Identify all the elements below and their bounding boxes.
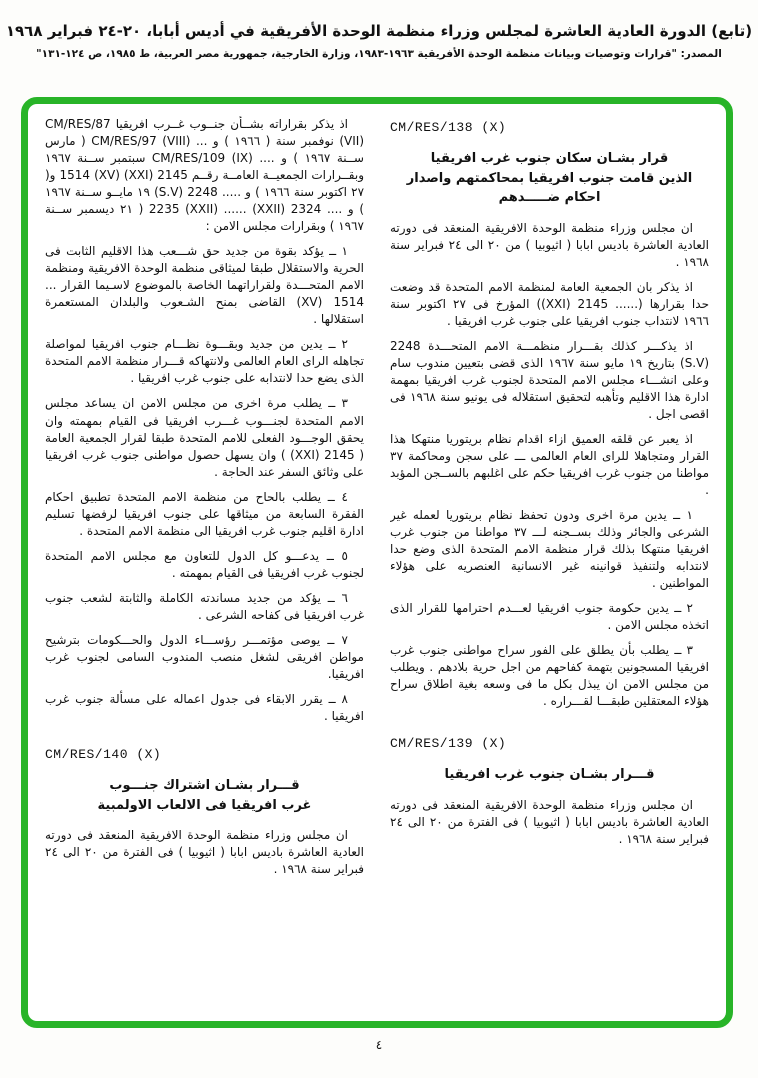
- resolution-138-paragraph: ان مجلس وزراء منظمة الوحدة الافريقية المنعقد فى دورته العادية العاشرة باديس ابابا ( اثيوبيا ) من ٢٠ الى ٢٤ فبراير سنة ١٩٦٨ .: [390, 220, 709, 269]
- resolution-138-title-line3: احكام ضـــــدهم: [498, 190, 601, 205]
- left-column: [45, 116, 364, 1009]
- numbered-clause-2: ٢ ــ يدين من جديد وبقـــوة نظـــام جنوب افريقيا لمواصلة تجاهله الراى العام العالمى ولانتهاكه قـــرار منظمة الامم المتحدة الذى يضع حدا لانتدابه على جنوب غرب افريقيا .: [45, 337, 364, 386]
- resolution-138-paragraph: اذ يذكر بان الجمعية العامة لمنظمة الامم المتحدة قد وضعت حدا بقرارها (...... 2145 (XXI)) المؤرخ فى ٢٧ اكتوبر سنة ١٩٦٦ لانتداب جنوب افريقيا على جنوب غرب افريقيا .: [390, 279, 709, 328]
- resolution-138-title-line2: الذين قامت جنوب افريقيا بمحاكمتهم واصدار: [406, 170, 693, 186]
- page-header: [0, 0, 758, 60]
- resolution-138-paragraph: اذ يعبر عن قلقه العميق ازاء اقدام نظام بريتوريا منتهكا هذا القرار ومتجاهلا للراى العام العالمى ـــ على سجن ومحاكمة ٣٧ مواطنا من جنوب غرب افريقيا حكم على اغلبهم بالســجن المؤبد .: [390, 431, 709, 497]
- numbered-clause-3: ٣ ــ يطلب مرة اخرى من مجلس الامن ان يساعد مجلس الامم المتحدة لجنـــوب غـــرب افريقيا فى القيام بمهمته وان يحقق الوجـــود الفعلى للامم المتحدة طبقا لقرار الجمعية العامة ( 2145 (XXI) ) وان يسهل حصول مواطنى جنوب غرب افريقيا على وثائق السفر عند الحاجة .: [45, 396, 364, 479]
- resolution-138-title-line1: قرار بشـان سكان جنوب غرب افريقيا: [430, 151, 669, 166]
- resolution-139-section: [390, 736, 709, 848]
- source-citation: المصدر: "قرارات وتوصيات وبيانات منظمة الوحدة الأفريقية ١٩٦٣-١٩٨٣، وزارة الخارجية، جمهورية مصر العربية، ط ١٩٨٥، ص ١٢٤-١٣١": [36, 48, 722, 60]
- resolution-140-section: [45, 747, 364, 878]
- right-column: [390, 116, 709, 1009]
- numbered-clause-7: ٧ ــ يوصى مؤتمـــر رؤســـاء الدول والحـــكومات بترشيح مواطن افريقى لشغل منصب المندوب السامى لجنوب غرب افريقيا.: [45, 632, 364, 681]
- page-number: ٤: [375, 1038, 383, 1052]
- session-title: (تابع) الدورة العادية العاشرة لمجلس وزراء منظمة الوحدة الأفريقية في أديس أبابا، ٢٠-٢٤ فبراير ١٩٦٨: [5, 22, 753, 40]
- resolution-138-paragraph: ٣ ــ يطلب بأن يطلق على الفور سراح مواطنى جنوب غرب افريقيا المسجونين بتهمة كفاحهم من اجل حرية بلادهم . ويطلب من مجلس الامن ان يبذل بكل ما فى وسعه بغية اطلاق سراح هؤلاء المعتقلين طبقـــا لقـــراره .: [390, 643, 709, 709]
- numbered-clause-8: ٨ ــ يقرر الابقاء فى جدول اعماله على مسألة جنوب غرب افريقيا .: [45, 691, 364, 723]
- resolution-138-code: CM/RES/138 (X): [390, 120, 507, 135]
- resolution-139-code: CM/RES/139 (X): [390, 736, 507, 752]
- resolution-140-code: CM/RES/140 (X): [45, 747, 162, 762]
- resolution-138-section: [390, 120, 709, 710]
- resolution-138-title: [390, 149, 709, 208]
- resolution-138-paragraph: ٢ ــ يدين حكومة جنوب افريقيا لعـــدم احترامها للقرار الذى اتخذه مجلس الامن .: [390, 601, 709, 633]
- resolution-140-title-line2: غرب افريقيا فى الالعاب الاولمبية: [97, 797, 312, 813]
- two-column-layout: [45, 116, 709, 1009]
- numbered-clause-5: ٥ ــ يدعـــو كل الدول للتعاون مع مجلس الامم المتحدة لجنوب غرب افريقيا فى القيام بمهمته .: [45, 548, 364, 580]
- resolution-140-body: ان مجلس وزراء منظمة الوحدة الافريقية المنعقد فى دورته العادية العاشرة باديس ابابا ( اثيوبيا ) فى الفترة من ٢٠ الى ٢٤ فبراير سنة ١٩٦٨ .: [45, 828, 364, 877]
- resolution-139-title: [390, 765, 709, 785]
- numbered-clause-4: ٤ ــ يطلب بالحاح من منظمة الامم المتحدة تطبيق احكام الفقرة السابعة من ميثاقها على جنوب افريقيا لرفضها تسليم ادارة اقليم جنوب غرب افريقيا الى منظمة الامم المتحدة .: [45, 489, 364, 538]
- numbered-clause-6: ٦ ــ يؤكد من جديد مساندته الكاملة والثابتة لشعب جنوب غرب افريقيا فى كفاحه الشرعى .: [45, 590, 364, 622]
- resolution-139-body: ان مجلس وزراء منظمة الوحدة الافريقية المنعقد فى دورته العادية العاشرة باديس ابابا ( اثيوبيا ) فى الفترة من ٢٠ الى ٢٤ فبراير سنة ١٩٦٨ .: [390, 797, 709, 846]
- numbered-clause-1: ١ ــ يؤكد بقوة من جديد حق شـــعب هذا الاقليم الثابت فى الحرية والاستقلال طبقا لميثاقى منظمة الوحدة الافريقية ومنظمة الامم المتحـــدة ولقراراتهما الخاصة بالموضوع لاسـيما القرار ... 1514 (XV) القاضى بمنح الشـعوب والبلدان المستعمرة استقلالها .: [45, 244, 364, 327]
- page-footer: [0, 1038, 758, 1052]
- continuation-paragraph: اذ يذكر بقراراته بشــأن جنــوب غــرب افريقيا CM/RES/87 (VII) نوفمبر سنة ( ١٩٦٦ ) و ... CM/RES/97 (VIII) ( مارس ســنة ١٩٦٧ ) و .... CM/RES/109 (IX) سبتمبر ســنة ١٩٦٧ وبقــرارات الجمعيــة العامــة رقــم 2145 (XXI) 1514 (XV) و( ٢٧ اكتوبر سنة ١٩٦٦ ) و ..... 2248 (S.V) ١٩ مايــو ســنة ١٩٦٧ ) و .... 2324 (XXII) ...... 2235 (XXII) ( ٢١ ديسمبر ســنة ١٩٦٧ ) وبقرارات مجلس الامن :: [45, 117, 364, 234]
- resolution-140-title: [45, 776, 364, 815]
- document-frame: [21, 97, 733, 1028]
- resolution-138-paragraph: اذ يذكـــر كذلك بقـــرار منظمـــة الامم المتحـــدة 2248 (S.V) بتاريخ ١٩ مايو سنة ١٩٦٧ الذى قضى بتعيين مندوب سام وعلى انشـــاء مجلس الامم المتحدة لجنوب غرب افريقيا بمهمة ادارة هذا الاقليم وتأهبه لتحقيق استقلاله فى يونيو سنة ١٩٦٨ فى اقصى اجل .: [390, 338, 709, 421]
- resolution-140-title-line1: قـــرار بشـان اشتراك جنـــوب: [109, 778, 300, 793]
- resolution-138-paragraph: ١ ــ يدين مرة اخرى ودون تحفظ نظام بريتوريا لعمله غير الشرعى والجائر وذلك بســجنه لـــ ٣٧ مواطنا من جنوب غرب افريقيا منتهكا بذلك قرار منظمة الامم المتحدة الذى وضع حدا لانتدابه ولتنفيذ قوانينه غير الانسانية العنصريه على هؤلاء المواطنين .: [390, 507, 709, 591]
- resolution-139-title-line1: قـــرار بشـان جنوب غرب افريقيا: [444, 767, 655, 783]
